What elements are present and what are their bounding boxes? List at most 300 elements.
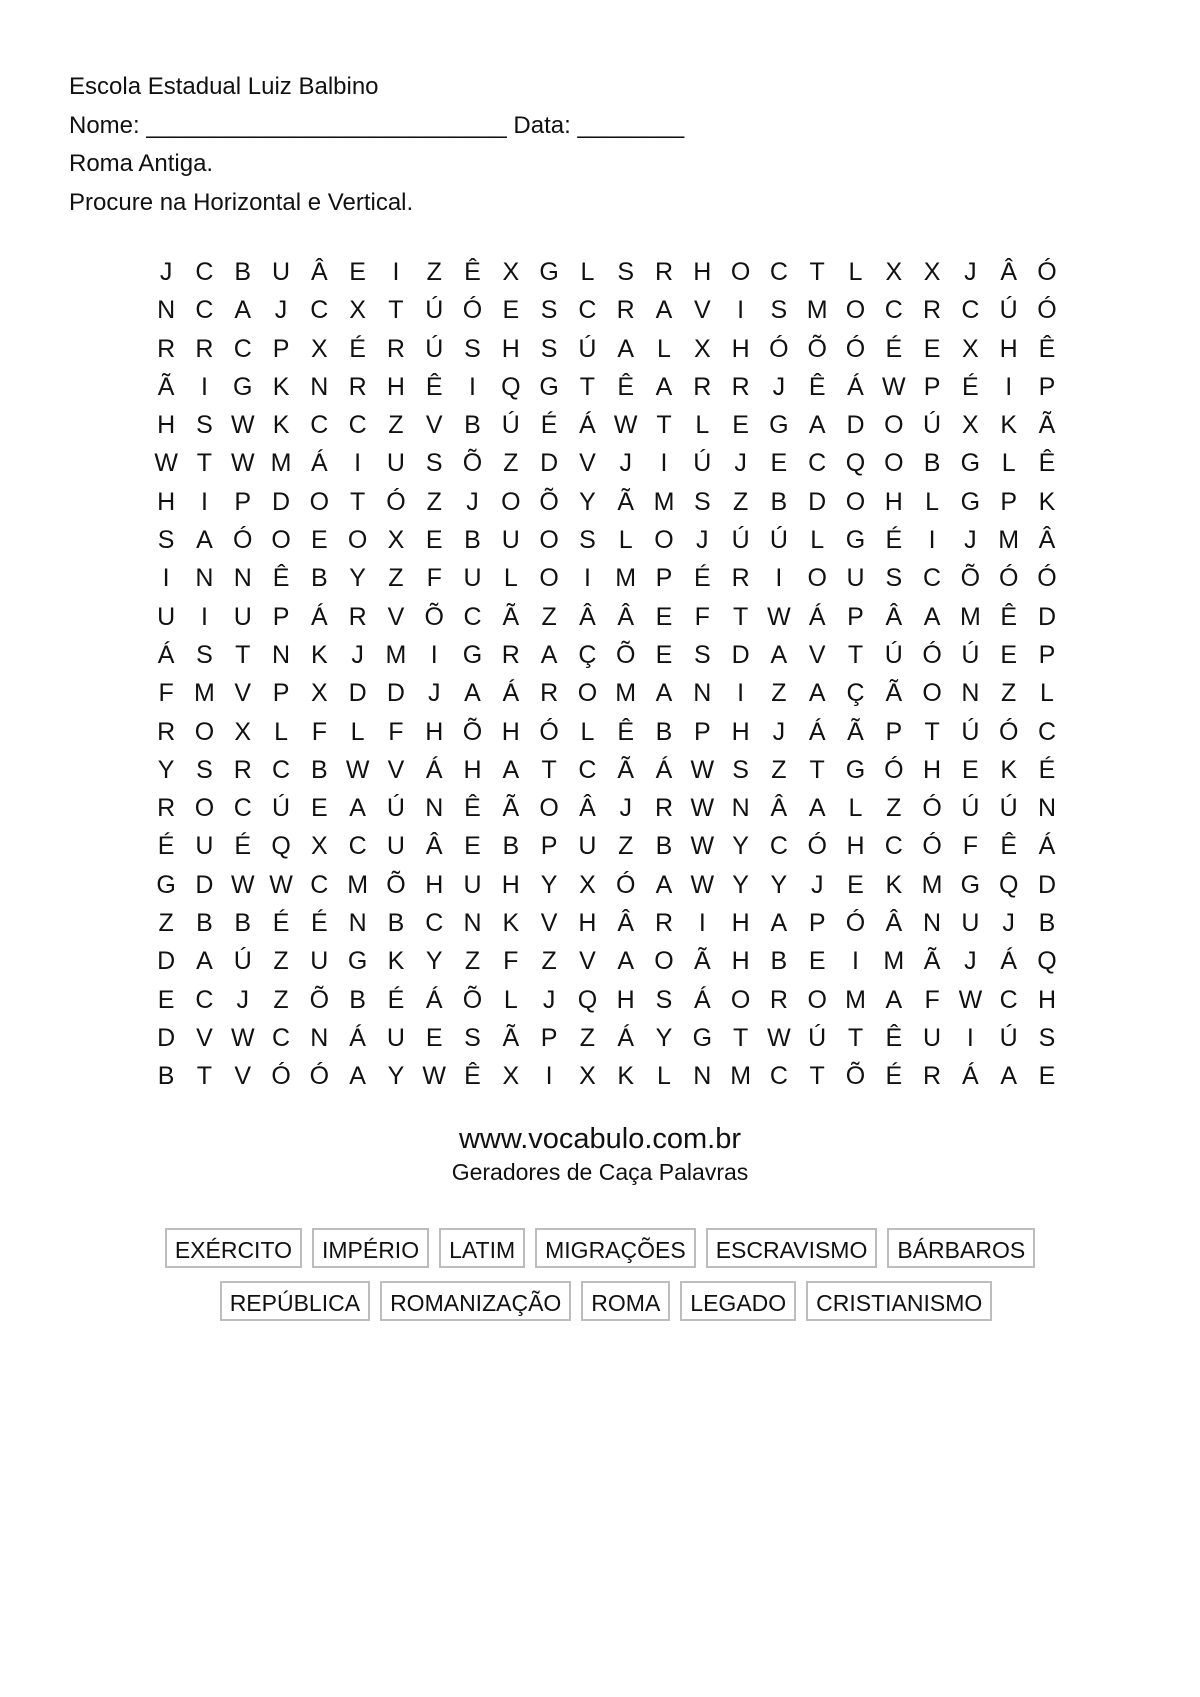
grid-letter[interactable]: C [1037, 717, 1056, 746]
grid-letter[interactable]: O [309, 487, 330, 516]
grid-letter[interactable]: I [1005, 372, 1013, 401]
grid-letter[interactable]: D [731, 640, 750, 669]
grid-letter[interactable]: Y [425, 947, 443, 976]
grid-letter[interactable]: E [732, 411, 749, 440]
grid-letter[interactable]: Ê [464, 1062, 481, 1091]
grid-letter[interactable]: P [272, 334, 290, 363]
grid-letter[interactable]: L [503, 985, 518, 1014]
grid-letter[interactable]: M [959, 602, 981, 631]
grid-letter[interactable]: L [618, 526, 633, 555]
grid-letter[interactable]: C [272, 755, 291, 784]
grid-letter[interactable]: Á [808, 717, 826, 746]
grid-letter[interactable]: F [924, 985, 940, 1014]
grid-letter[interactable]: C [233, 334, 252, 363]
grid-letter[interactable]: B [310, 564, 328, 593]
grid-letter[interactable]: C [769, 258, 788, 286]
grid-letter[interactable]: A [196, 947, 213, 976]
grid-letter[interactable]: Ú [923, 411, 942, 440]
grid-letter[interactable]: M [653, 487, 675, 516]
grid-letter[interactable]: H [578, 909, 597, 938]
grid-letter[interactable]: P [693, 717, 711, 746]
grid-letter[interactable]: É [1038, 755, 1056, 784]
grid-letter[interactable]: R [654, 258, 674, 286]
grid-letter[interactable]: V [808, 640, 826, 669]
grid-letter[interactable]: O [884, 449, 904, 478]
grid-letter[interactable]: L [580, 258, 595, 286]
grid-letter[interactable]: N [961, 679, 980, 708]
grid-letter[interactable]: Ó [539, 717, 559, 746]
grid-letter[interactable]: W [154, 449, 178, 478]
grid-letter[interactable]: C [884, 832, 903, 861]
grid-letter[interactable]: H [425, 717, 444, 746]
grid-letter[interactable]: U [501, 526, 520, 555]
grid-letter[interactable]: G [233, 372, 253, 401]
grid-letter[interactable]: S [464, 1023, 481, 1052]
grid-letter[interactable]: O [194, 717, 215, 746]
grid-letter[interactable]: H [425, 870, 444, 899]
grid-letter[interactable]: Õ [960, 564, 981, 593]
grid-letter[interactable]: D [272, 487, 291, 516]
grid-letter[interactable]: O [730, 258, 751, 286]
grid-letter[interactable]: S [693, 487, 711, 516]
grid-letter[interactable]: Ó [807, 832, 827, 861]
grid-letter[interactable]: É [885, 526, 903, 555]
grid-letter[interactable]: Z [541, 947, 557, 976]
grid-letter[interactable]: T [809, 1062, 825, 1091]
grid-letter[interactable]: A [885, 985, 903, 1014]
grid-letter[interactable]: H [501, 717, 520, 746]
grid-letter[interactable]: B [923, 449, 941, 478]
grid-letter[interactable]: Z [732, 487, 749, 516]
grid-letter[interactable]: O [884, 411, 904, 440]
grid-letter[interactable]: G [539, 372, 559, 401]
grid-letter[interactable]: Õ [539, 487, 559, 516]
grid-letter[interactable]: Ê [885, 1023, 903, 1052]
grid-letter[interactable]: S [655, 985, 673, 1014]
grid-letter[interactable]: G [960, 487, 981, 516]
grid-letter[interactable]: H [463, 755, 482, 784]
grid-letter[interactable]: A [808, 794, 826, 823]
grid-letter[interactable]: C [884, 296, 903, 325]
grid-letter[interactable]: Ú [233, 947, 252, 976]
grid-letter[interactable]: F [426, 564, 442, 593]
grid-letter[interactable]: Ó [884, 755, 904, 784]
grid-letter[interactable]: R [654, 794, 674, 823]
grid-letter[interactable]: R [501, 640, 520, 669]
grid-letter[interactable]: Y [732, 870, 749, 899]
grid-letter[interactable]: É [885, 334, 903, 363]
grid-letter[interactable]: Â [579, 602, 596, 631]
grid-letter[interactable]: M [883, 947, 905, 976]
grid-letter[interactable]: X [579, 1062, 596, 1091]
grid-letter[interactable]: Ó [309, 1062, 330, 1091]
grid-letter[interactable]: E [655, 640, 673, 669]
grid-letter[interactable]: C [310, 411, 329, 440]
grid-letter[interactable]: Y [770, 870, 788, 899]
grid-letter[interactable]: Ó [233, 526, 253, 555]
grid-letter[interactable]: Õ [615, 640, 636, 669]
grid-letter[interactable]: Z [426, 258, 442, 286]
grid-letter[interactable]: N [310, 1023, 329, 1052]
grid-letter[interactable]: G [960, 449, 981, 478]
grid-letter[interactable]: R [693, 372, 712, 401]
grid-letter[interactable]: S [464, 334, 481, 363]
grid-letter[interactable]: Q [1037, 947, 1057, 976]
grid-letter[interactable]: Á [1000, 947, 1018, 976]
grid-letter[interactable]: Ó [922, 640, 942, 669]
grid-letter[interactable]: J [964, 526, 977, 555]
grid-letter[interactable]: X [234, 717, 252, 746]
grid-letter[interactable]: É [310, 909, 328, 938]
grid-letter[interactable]: L [1001, 449, 1016, 478]
grid-letter[interactable]: É [962, 372, 979, 401]
grid-letter[interactable]: Ç [846, 679, 865, 708]
grid-letter[interactable]: X [579, 870, 596, 899]
grid-letter[interactable]: Ó [845, 909, 866, 938]
grid-letter[interactable]: C [348, 832, 367, 861]
grid-letter[interactable]: I [392, 258, 400, 286]
grid-letter[interactable]: D [1037, 870, 1056, 899]
grid-letter[interactable]: M [347, 870, 369, 899]
grid-letter[interactable]: Ê [617, 372, 635, 401]
grid-letter[interactable]: L [848, 794, 863, 823]
grid-letter[interactable]: T [732, 1023, 749, 1052]
grid-letter[interactable]: I [775, 564, 783, 593]
grid-letter[interactable]: A [770, 909, 788, 938]
grid-letter[interactable]: P [272, 679, 290, 708]
grid-letter[interactable]: L [1040, 679, 1054, 708]
grid-letter[interactable]: Ã [502, 794, 520, 823]
grid-letter[interactable]: X [310, 679, 328, 708]
grid-letter[interactable]: C [272, 1023, 291, 1052]
grid-letter[interactable]: P [234, 487, 252, 516]
grid-letter[interactable]: N [693, 1062, 712, 1091]
grid-letter[interactable]: J [734, 449, 747, 478]
grid-letter[interactable]: B [310, 755, 328, 784]
grid-letter[interactable]: Á [310, 449, 328, 478]
grid-letter[interactable]: Õ [462, 449, 483, 478]
grid-letter[interactable]: A [349, 794, 366, 823]
grid-letter[interactable]: S [693, 640, 711, 669]
grid-letter[interactable]: R [157, 717, 176, 746]
grid-letter[interactable]: Z [1001, 679, 1017, 708]
grid-letter[interactable]: P [923, 372, 941, 401]
grid-letter[interactable]: Ú [386, 794, 405, 823]
grid-letter[interactable]: Ã [502, 1023, 520, 1052]
grid-letter[interactable]: F [158, 679, 174, 708]
grid-letter[interactable]: I [354, 449, 362, 478]
grid-letter[interactable]: D [348, 679, 367, 708]
grid-letter[interactable]: Ã [157, 372, 175, 401]
grid-letter[interactable]: C [233, 794, 252, 823]
grid-letter[interactable]: T [656, 411, 672, 440]
grid-letter[interactable]: A [540, 640, 558, 669]
grid-letter[interactable]: C [195, 258, 214, 286]
grid-letter[interactable]: K [310, 640, 328, 669]
grid-letter[interactable]: N [233, 564, 252, 593]
grid-letter[interactable]: Ó [1037, 296, 1057, 325]
grid-letter[interactable]: U [961, 909, 980, 938]
grid-letter[interactable]: Á [847, 372, 864, 401]
grid-letter[interactable]: F [962, 832, 979, 861]
grid-letter[interactable]: U [846, 564, 865, 593]
grid-letter[interactable]: Ó [462, 296, 483, 325]
grid-letter[interactable]: Â [310, 258, 328, 286]
grid-letter[interactable]: R [157, 334, 176, 363]
grid-letter[interactable]: D [846, 411, 865, 440]
grid-letter[interactable]: Õ [807, 334, 827, 363]
grid-letter[interactable]: É [272, 909, 290, 938]
grid-letter[interactable]: M [730, 1062, 752, 1091]
grid-letter[interactable]: É [157, 832, 175, 861]
grid-letter[interactable]: Ó [1037, 564, 1057, 593]
grid-letter[interactable]: M [921, 870, 943, 899]
grid-letter[interactable]: U [923, 1023, 942, 1052]
grid-letter[interactable]: U [386, 832, 405, 861]
grid-letter[interactable]: Ê [1038, 449, 1056, 478]
grid-letter[interactable]: M [806, 296, 828, 325]
grid-letter[interactable]: G [156, 870, 176, 899]
grid-letter[interactable]: S [540, 296, 558, 325]
grid-letter[interactable]: É [349, 334, 366, 363]
grid-letter[interactable]: R [540, 679, 559, 708]
grid-letter[interactable]: P [1038, 372, 1056, 401]
grid-letter[interactable]: A [617, 947, 635, 976]
grid-letter[interactable]: U [386, 1023, 405, 1052]
grid-letter[interactable]: N [195, 564, 214, 593]
grid-letter[interactable]: P [1038, 640, 1056, 669]
grid-letter[interactable]: V [540, 909, 558, 938]
grid-letter[interactable]: W [269, 870, 293, 899]
grid-letter[interactable]: X [923, 258, 941, 286]
grid-letter[interactable]: O [501, 487, 521, 516]
grid-letter[interactable]: G [845, 526, 866, 555]
grid-letter[interactable]: J [1002, 909, 1015, 938]
grid-letter[interactable]: Ó [922, 794, 942, 823]
grid-letter[interactable]: E [1038, 1062, 1056, 1091]
grid-letter[interactable]: Ú [731, 526, 750, 555]
grid-letter[interactable]: P [540, 1023, 558, 1052]
grid-letter[interactable]: X [349, 296, 366, 325]
grid-letter[interactable]: I [583, 564, 591, 593]
grid-letter[interactable]: R [348, 602, 367, 631]
grid-letter[interactable]: Q [577, 985, 598, 1014]
grid-letter[interactable]: I [966, 1023, 974, 1052]
grid-letter[interactable]: E [962, 755, 979, 784]
grid-letter[interactable]: Á [808, 602, 826, 631]
grid-letter[interactable]: W [230, 870, 255, 899]
grid-letter[interactable]: A [770, 640, 788, 669]
grid-letter[interactable]: W [230, 1023, 255, 1052]
grid-letter[interactable]: E [310, 526, 328, 555]
grid-letter[interactable]: O [807, 564, 827, 593]
grid-letter[interactable]: B [196, 909, 213, 938]
grid-letter[interactable]: Á [962, 1062, 979, 1091]
grid-letter[interactable]: N [463, 909, 482, 938]
grid-letter[interactable]: P [885, 717, 903, 746]
grid-letter[interactable]: H [731, 334, 750, 363]
grid-letter[interactable]: S [770, 296, 788, 325]
grid-letter[interactable]: T [732, 602, 749, 631]
grid-letter[interactable]: S [425, 449, 443, 478]
grid-letter[interactable]: X [693, 334, 711, 363]
grid-letter[interactable]: Ã [885, 679, 903, 708]
grid-letter[interactable]: Z [541, 602, 557, 631]
grid-letter[interactable]: N [1037, 794, 1056, 823]
grid-letter[interactable]: W [613, 411, 638, 440]
grid-letter[interactable]: I [737, 296, 745, 325]
grid-letter[interactable]: R [923, 296, 942, 325]
grid-letter[interactable]: C [425, 909, 444, 938]
grid-letter[interactable]: A [617, 334, 635, 363]
grid-letter[interactable]: U [233, 602, 252, 631]
grid-letter[interactable]: O [922, 679, 942, 708]
grid-letter[interactable]: J [466, 487, 479, 516]
grid-letter[interactable]: M [385, 640, 407, 669]
grid-letter[interactable]: S [617, 258, 635, 286]
grid-letter[interactable]: K [387, 947, 405, 976]
grid-letter[interactable]: Õ [462, 717, 483, 746]
grid-letter[interactable]: V [234, 1062, 252, 1091]
grid-letter[interactable]: A [655, 296, 673, 325]
grid-letter[interactable]: R [616, 296, 635, 325]
grid-letter[interactable]: R [731, 372, 750, 401]
grid-letter[interactable]: R [157, 794, 176, 823]
grid-letter[interactable]: I [660, 449, 668, 478]
grid-letter[interactable]: X [387, 526, 405, 555]
grid-letter[interactable]: K [617, 1062, 635, 1091]
grid-letter[interactable]: S [196, 640, 213, 669]
grid-letter[interactable]: Ê [464, 258, 481, 286]
grid-letter[interactable]: Z [273, 947, 289, 976]
grid-letter[interactable]: X [502, 1062, 520, 1091]
grid-letter[interactable]: C [923, 564, 942, 593]
grid-letter[interactable]: H [157, 487, 176, 516]
grid-letter[interactable]: V [425, 411, 443, 440]
grid-letter[interactable]: L [657, 1062, 671, 1091]
grid-letter[interactable]: Â [1038, 526, 1056, 555]
grid-letter[interactable]: U [310, 947, 329, 976]
grid-letter[interactable]: J [964, 947, 977, 976]
grid-letter[interactable]: L [657, 334, 671, 363]
grid-letter[interactable]: B [349, 985, 366, 1014]
grid-letter[interactable]: Á [579, 411, 596, 440]
grid-letter[interactable]: P [540, 832, 558, 861]
grid-letter[interactable]: Ê [1000, 602, 1018, 631]
grid-letter[interactable]: L [848, 258, 863, 286]
grid-letter[interactable]: V [234, 679, 252, 708]
grid-letter[interactable]: H [693, 258, 712, 286]
grid-letter[interactable]: H [501, 870, 520, 899]
grid-letter[interactable]: H [1037, 985, 1056, 1014]
grid-letter[interactable]: J [274, 296, 288, 325]
grid-letter[interactable]: W [690, 755, 715, 784]
grid-letter[interactable]: K [502, 909, 520, 938]
grid-letter[interactable]: H [731, 717, 750, 746]
grid-letter[interactable]: F [311, 717, 327, 746]
grid-letter[interactable]: Z [771, 755, 787, 784]
grid-letter[interactable]: A [808, 679, 826, 708]
grid-letter[interactable]: O [271, 526, 291, 555]
grid-letter[interactable]: C [578, 755, 597, 784]
grid-letter[interactable]: E [349, 258, 366, 286]
grid-letter[interactable]: I [737, 679, 745, 708]
grid-letter[interactable]: E [425, 526, 443, 555]
grid-letter[interactable]: Ú [272, 794, 291, 823]
grid-letter[interactable]: N [348, 909, 367, 938]
grid-letter[interactable]: O [347, 526, 368, 555]
grid-letter[interactable]: Ó [769, 334, 789, 363]
grid-letter[interactable]: Ã [693, 947, 711, 976]
grid-letter[interactable]: O [730, 985, 751, 1014]
grid-letter[interactable]: J [427, 679, 441, 708]
grid-letter[interactable]: Â [579, 794, 596, 823]
grid-letter[interactable]: C [348, 411, 367, 440]
grid-letter[interactable]: S [732, 755, 749, 784]
grid-letter[interactable]: O [194, 794, 215, 823]
grid-letter[interactable]: E [808, 947, 826, 976]
grid-letter[interactable]: Ó [271, 1062, 291, 1091]
grid-letter[interactable]: G [960, 870, 981, 899]
grid-letter[interactable]: É [693, 564, 711, 593]
grid-letter[interactable]: S [196, 755, 213, 784]
grid-letter[interactable]: T [847, 1023, 864, 1052]
grid-letter[interactable]: Z [771, 679, 787, 708]
grid-letter[interactable]: X [962, 334, 979, 363]
grid-letter[interactable]: H [501, 334, 520, 363]
grid-letter[interactable]: E [310, 794, 328, 823]
grid-letter[interactable]: Õ [309, 985, 330, 1014]
grid-letter[interactable]: O [539, 564, 559, 593]
grid-letter[interactable]: Ú [884, 640, 903, 669]
grid-letter[interactable]: A [502, 755, 520, 784]
grid-letter[interactable]: Z [503, 449, 519, 478]
grid-letter[interactable]: E [157, 985, 175, 1014]
grid-letter[interactable]: Y [387, 1062, 405, 1091]
grid-letter[interactable]: B [234, 258, 252, 286]
grid-letter[interactable]: I [469, 372, 476, 401]
grid-letter[interactable]: L [350, 717, 365, 746]
grid-letter[interactable]: A [655, 870, 673, 899]
grid-letter[interactable]: L [810, 526, 825, 555]
grid-letter[interactable]: A [923, 602, 941, 631]
grid-letter[interactable]: Ú [999, 296, 1018, 325]
grid-letter[interactable]: T [541, 755, 557, 784]
grid-letter[interactable]: Ã [847, 717, 864, 746]
grid-letter[interactable]: P [272, 602, 290, 631]
grid-letter[interactable]: J [964, 258, 977, 286]
grid-letter[interactable]: U [272, 258, 291, 286]
grid-letter[interactable]: H [157, 411, 176, 440]
grid-letter[interactable]: Y [655, 1023, 673, 1052]
grid-letter[interactable]: J [772, 717, 786, 746]
grid-letter[interactable]: M [615, 564, 637, 593]
grid-letter[interactable]: Z [426, 487, 442, 516]
grid-letter[interactable]: Ú [578, 334, 597, 363]
grid-letter[interactable]: E [770, 449, 788, 478]
grid-letter[interactable]: Z [886, 794, 902, 823]
grid-letter[interactable]: I [200, 602, 208, 631]
grid-letter[interactable]: Â [885, 909, 903, 938]
grid-letter[interactable]: M [615, 679, 637, 708]
grid-letter[interactable]: B [770, 487, 788, 516]
grid-letter[interactable]: B [464, 526, 481, 555]
grid-letter[interactable]: Y [157, 755, 175, 784]
grid-letter[interactable]: N [272, 640, 291, 669]
grid-letter[interactable]: O [845, 296, 866, 325]
grid-letter[interactable]: M [194, 679, 215, 708]
grid-letter[interactable]: Á [425, 985, 443, 1014]
